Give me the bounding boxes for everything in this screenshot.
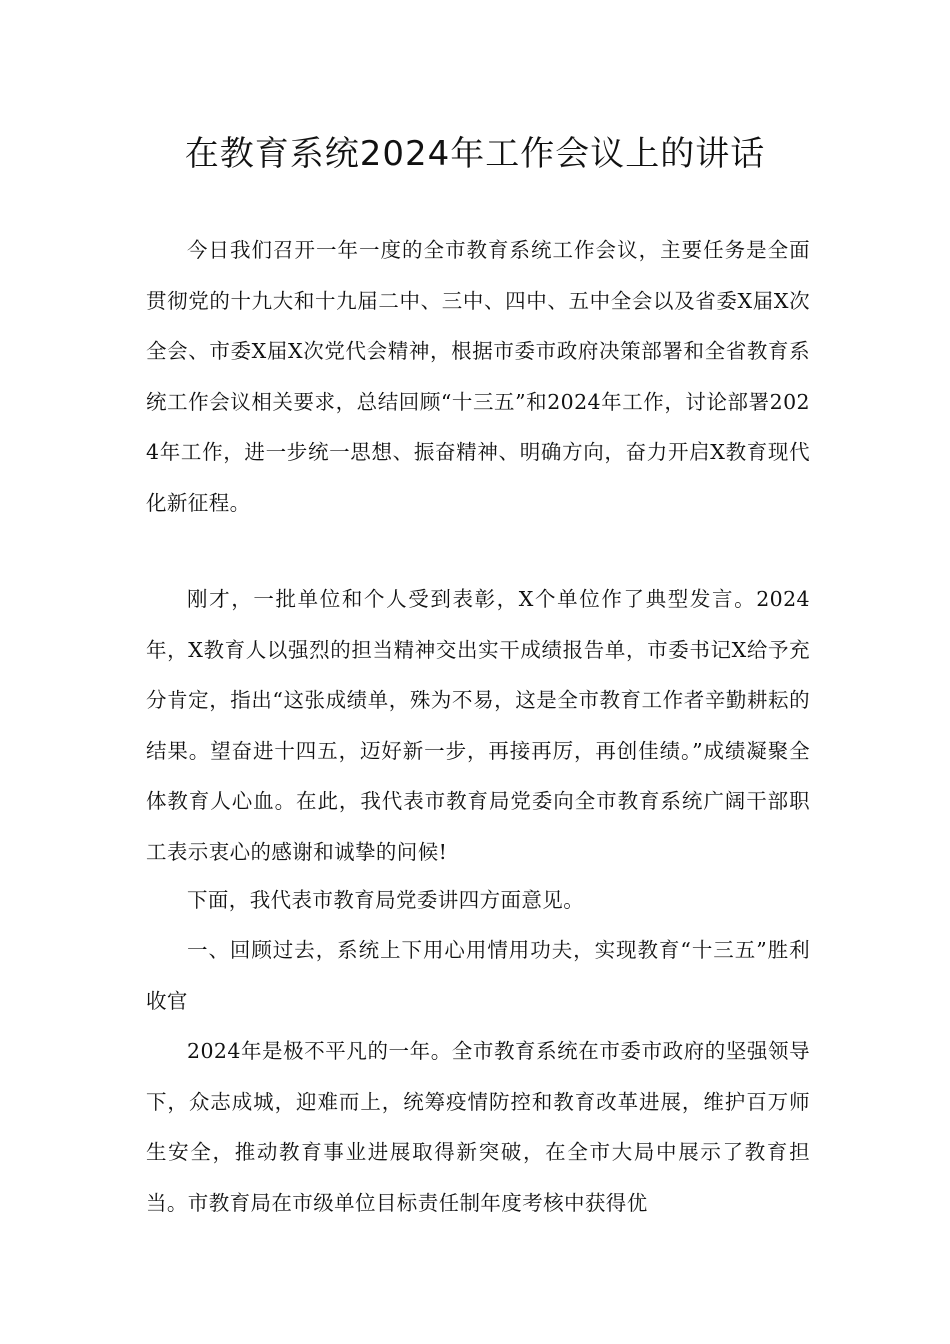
paragraph-transition: 下面，我代表市教育局党委讲四方面意见。 <box>187 888 585 912</box>
document-title: 在教育系统2024年工作会议上的讲话 <box>184 134 766 174</box>
paragraph-commendation: 刚才，一批单位和个人受到表彰，X个单位作了典型发言。2024年，X教育人以强烈的担当精神交出实干成绩报告单，市委书记X给予充分肯定，指出“这张成绩单，殊为不易，这是全市教育工作者辛勤耕耘的结果。望奋进十四五，迈好新一步，再接再厉，再创佳绩。”成绩凝聚全体教育人心血。在此，我代表市教育局党委向全市教育系统广阔干部职工表示衷心的感谢和诚挚的问候! <box>146 587 810 864</box>
paragraph-review: 2024年是极不平凡的一年。全市教育系统在市委市政府的坚强领导下，众志成城，迎难而上，统筹疫情防控和教育改革进展，维护百万师生安全，推动教育事业进展取得新突破，在全市大局中展示了教育担当。市教育局在市级单位目标责任制年度考核中获得优 <box>146 1039 810 1215</box>
paragraph-opening: 今日我们召开一年一度的全市教育系统工作会议，主要任务是全面贯彻党的十九大和十九届二中、三中、四中、五中全会以及省委X届X次全会、市委X届X次党代会精神，根据市委市政府决策部署和全省教育系统工作会议相关要求，总结回顾“十三五”和2024年工作，讨论部署2024年工作，进一步统一思想、振奋精神、明确方向，奋力开启X教育现代化新征程。 <box>146 238 810 515</box>
section-heading-one: 一、回顾过去，系统上下用心用情用功夫，实现教育“十三五”胜利收官 <box>146 938 810 1013</box>
